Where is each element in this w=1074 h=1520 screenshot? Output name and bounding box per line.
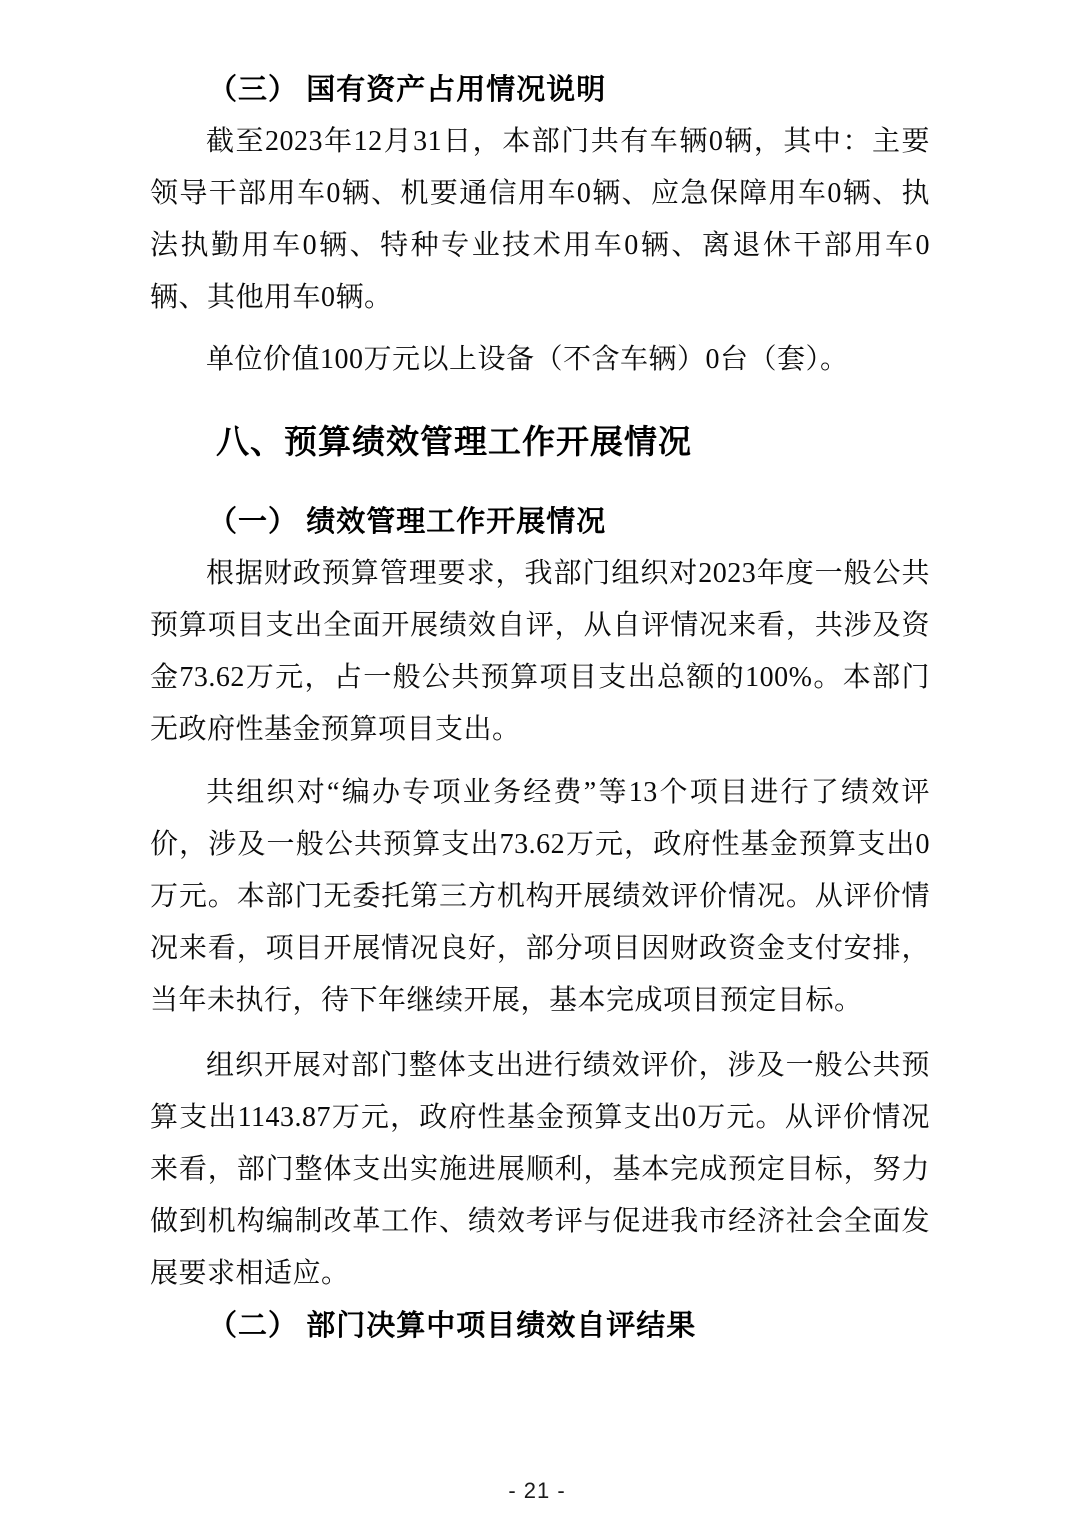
paragraph-vehicle-counts: 截至2023年12月31日，本部门共有车辆0辆，其中：主要领导干部用车0辆、机要通信用车0辆、应急保障用车0辆、执法执勤用车0辆、特种专业技术用车0辆、离退休干部用车0辆、其他用车0辆。 — [150, 126, 930, 313]
paragraph-project-performance-evaluation: 共组织对“编办专项业务经费”等13个项目进行了绩效评价，涉及一般公共预算支出73.62万元，政府性基金预算支出0万元。本部门无委托第三方机构开展绩效评价情况。从评价情况来看，项目开展情况良好，部分项目因财政资金支付安排，当年未执行，待下年继续开展，基本完成项目预定目标。 — [150, 777, 930, 1016]
page-number: - 21 - — [508, 1478, 566, 1503]
heading-state-asset-usage: （三） 国有资产占用情况说明 — [208, 74, 607, 106]
heading-section-eight-budget-performance: 八、预算绩效管理工作开展情况 — [216, 423, 692, 460]
paragraph-department-overall-evaluation: 组织开展对部门整体支出进行绩效评价，涉及一般公共预算支出1143.87万元，政府性基金预算支出0万元。从评价情况来看，部门整体支出实施进展顺利，基本完成预定目标，努力做到机构编制改革工作、绩效考评与促进我市经济社会全面发展要求相适应。 — [150, 1050, 930, 1289]
heading-project-self-evaluation-results: （二） 部门决算中项目绩效自评结果 — [208, 1310, 697, 1342]
heading-performance-management-work: （一） 绩效管理工作开展情况 — [208, 506, 607, 538]
paragraph-equipment-over-1m: 单位价值100万元以上设备（不含车辆）0台（套）。 — [206, 344, 849, 375]
paragraph-performance-self-evaluation: 根据财政预算管理要求，我部门组织对2023年度一般公共预算项目支出全面开展绩效自评，从自评情况来看，共涉及资金73.62万元，占一般公共预算项目支出总额的100%。本部门无政府性基金预算项目支出。 — [150, 558, 930, 745]
